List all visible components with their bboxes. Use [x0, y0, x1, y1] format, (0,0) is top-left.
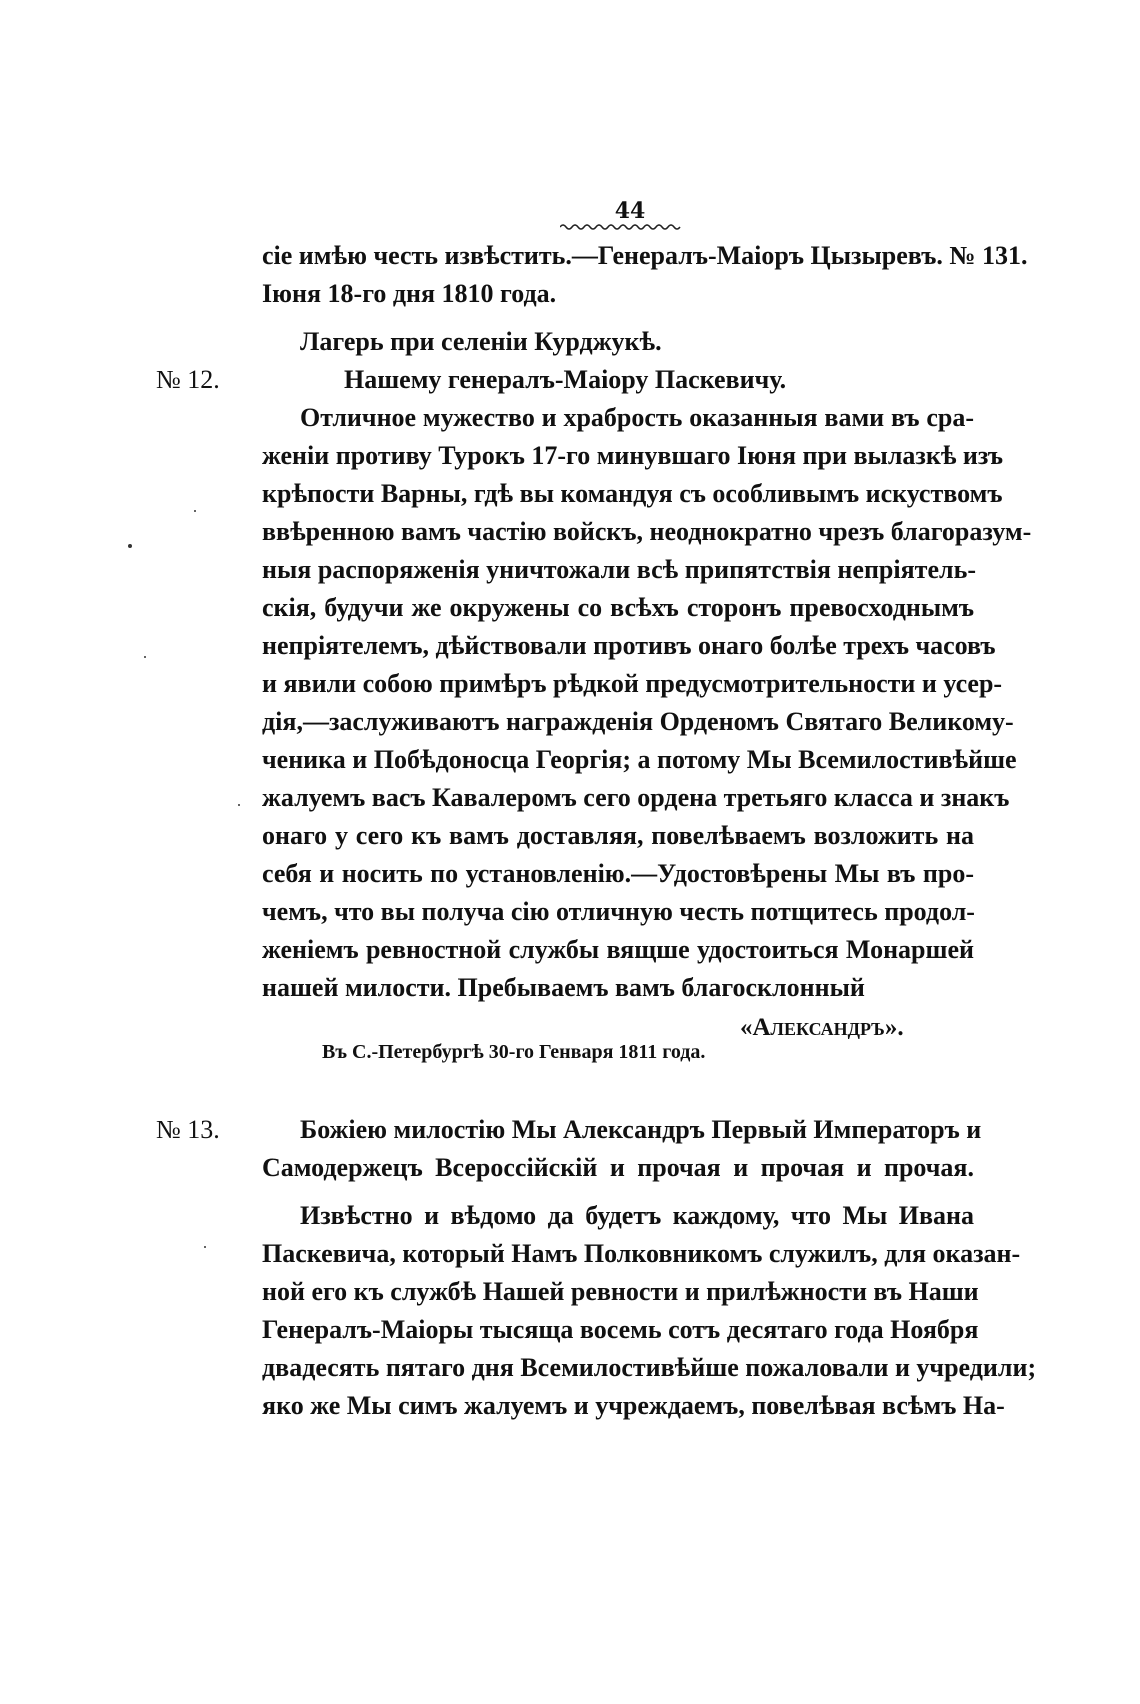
text-line: себя и носить по установленію.—Удостовѣрены Мы въ про-: [262, 859, 974, 888]
text-line: чемъ, что вы получа сію отличную честь потщитесь продол-: [262, 897, 975, 926]
document-number: № 12.: [156, 365, 220, 394]
text-line: Отличное мужество и храбрость оказанныя вами въ сра-: [300, 403, 974, 432]
scan-speck: [204, 1246, 206, 1248]
signature: «Александръ».: [740, 1014, 904, 1041]
wavy-ornament-icon: [560, 222, 682, 232]
text-line: и явили собою примѣръ рѣдкой предусмотрительности и усер-: [262, 669, 1003, 698]
place-date: Въ С.-Петербургѣ 30-го Генваря 1811 года.: [322, 1041, 706, 1063]
text-line: ввѣренною вамъ частію войскъ, неоднократно чрезъ благоразум-: [262, 517, 1032, 546]
text-line: Божіею милостію Мы Александръ Первый Императоръ и: [300, 1115, 982, 1144]
text-line: онаго у сего къ вамъ доставляя, повелѣваемъ возложить на: [262, 821, 974, 850]
text-line: яко же Мы симъ жалуемъ и учреждаемъ, повелѣвая всѣмъ На-: [262, 1391, 1005, 1420]
text-line: Самодержецъ Всероссійскій и прочая и прочая и прочая.: [262, 1153, 974, 1182]
text-line: жалуемъ васъ Кавалеромъ сего ордена третьяго класса и знакъ: [262, 783, 1010, 812]
text-line: ной его къ службѣ Нашей ревности и прилѣжности въ Наши: [262, 1277, 979, 1306]
text-line: сіе имѣю честь извѣстить.—Генералъ-Маіоръ Цызыревъ. № 131.: [262, 241, 1028, 270]
text-line: Іюня 18-го дня 1810 года.: [262, 279, 557, 308]
text-line: ченика и Побѣдоносца Георгія; а потому Мы Всемилостивѣйше: [262, 745, 1017, 774]
scan-speck: [144, 656, 146, 658]
text-line: непріятелемъ, дѣйствовали противъ онаго болѣе трехъ часовъ: [262, 631, 996, 660]
text-line: скія, будучи же окружены со всѣхъ сторонъ превосходнымъ: [262, 593, 974, 622]
document-place: Лагерь при селеніи Курджукѣ.: [300, 327, 662, 356]
text-line: Паскевича, который Намъ Полковникомъ служилъ, для оказан-: [262, 1239, 1021, 1268]
text-line: Генералъ-Маіоры тысяща восемь сотъ десятаго года Ноября: [262, 1315, 979, 1344]
text-line: женіемъ ревностной службы вящше удостоиться Монаршей: [262, 935, 974, 964]
text-line: двадесять пятаго дня Всемилостивѣйше пожаловали и учредили;: [262, 1353, 1037, 1382]
text-line: крѣпости Варны, гдѣ вы командуя съ особливымъ искуствомъ: [262, 479, 1003, 508]
text-line: ныя распоряженія уничтожали всѣ припятствія непріятель-: [262, 555, 976, 584]
text-line: дія,—заслуживаютъ награжденія Орденомъ Святаго Великому-: [262, 707, 1014, 736]
text-line: нашей милости. Пребываемъ вамъ благосклонный: [262, 973, 865, 1002]
text-line: женіи противу Турокъ 17-го минувшаго Іюня при вылазкѣ изъ: [262, 441, 1004, 470]
scan-speck: [194, 510, 196, 512]
document-addressee: Нашему генералъ-Маіору Паскевичу.: [344, 365, 787, 394]
scan-speck: [238, 804, 240, 806]
document-number: № 13.: [156, 1115, 220, 1144]
scan-speck: [128, 544, 132, 548]
text-line: Извѣстно и вѣдомо да будетъ каждому, что Мы Ивана: [300, 1201, 974, 1230]
page-number: 44: [614, 198, 646, 224]
